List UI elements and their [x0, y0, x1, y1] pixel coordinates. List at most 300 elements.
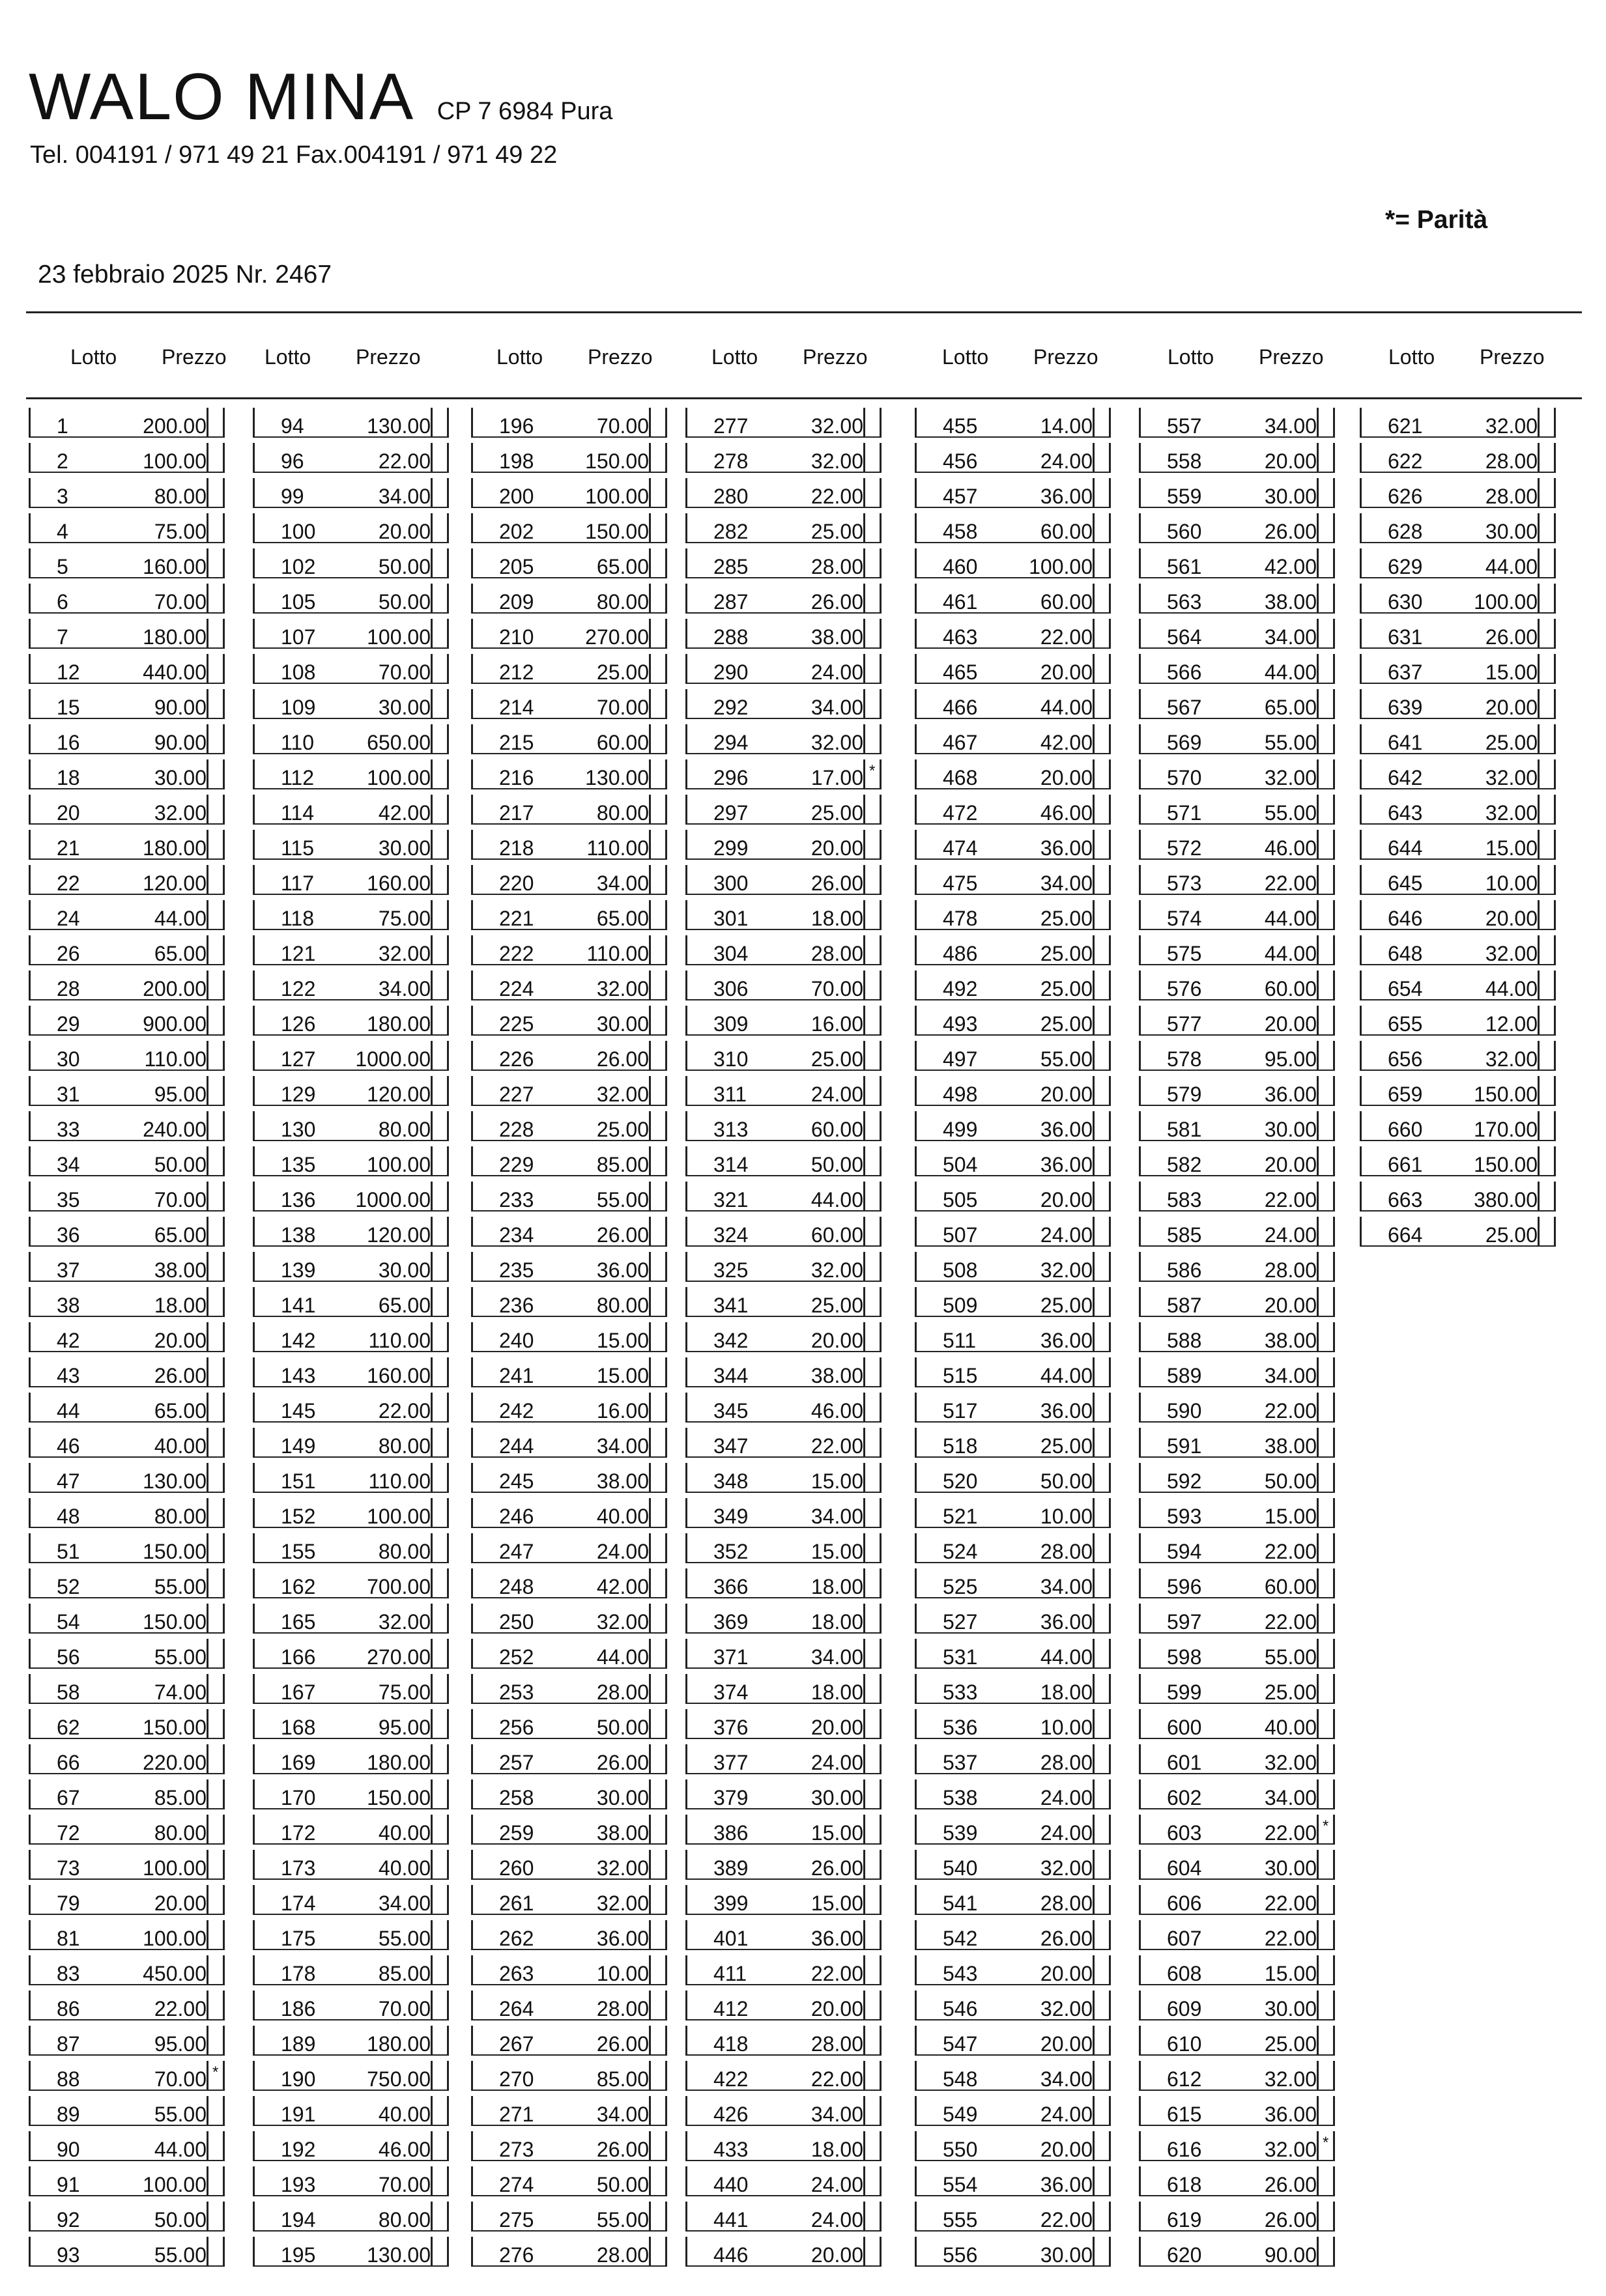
lot-number: 573	[1167, 872, 1202, 895]
table-row	[250, 1041, 455, 1076]
lot-price: 100.00	[367, 625, 431, 649]
row-box	[29, 1252, 225, 1282]
row-box	[29, 1885, 225, 1915]
table-row	[1136, 900, 1341, 935]
lot-number: 56	[57, 1645, 80, 1669]
table-row	[1136, 1779, 1341, 1815]
table-row	[1136, 1463, 1341, 1498]
lot-number: 175	[281, 1927, 316, 1950]
lot-price: 18.00	[154, 1294, 207, 1317]
row-box	[253, 1533, 449, 1563]
table-row	[1136, 2202, 1341, 2237]
lot-price: 55.00	[1264, 731, 1317, 754]
lot-number: 152	[281, 1505, 316, 1528]
table-row	[26, 1850, 231, 1885]
lot-number: 610	[1167, 2032, 1202, 2056]
table-row	[468, 1991, 673, 2026]
lot-price: 30.00	[1485, 520, 1538, 543]
lot-price: 18.00	[810, 1680, 863, 1704]
table-row	[26, 2131, 231, 2166]
table-row	[250, 1217, 455, 1252]
row-box	[29, 759, 225, 789]
lot-number: 604	[1167, 1856, 1202, 1880]
table-row	[1136, 619, 1341, 654]
lot-price: 28.00	[1040, 1892, 1093, 1915]
lot-number: 661	[1388, 1153, 1423, 1176]
lot-price: 450.00	[143, 1962, 207, 1985]
lot-column	[26, 408, 231, 2272]
lot-number: 342	[713, 1329, 749, 1352]
parity-marker: *	[212, 2063, 219, 2081]
row-box	[253, 759, 449, 789]
lot-price: 44.00	[1264, 907, 1317, 930]
row-box	[915, 1006, 1111, 1036]
table-row	[250, 1920, 455, 1955]
lot-number: 547	[943, 2032, 978, 2056]
lot-price: 50.00	[378, 555, 431, 578]
row-box	[1139, 1568, 1335, 1598]
lot-price: 22.00	[378, 1399, 431, 1423]
row-box	[685, 548, 882, 578]
lot-price: 24.00	[1040, 1786, 1093, 1809]
lot-number: 130	[281, 1118, 316, 1141]
table-row	[912, 513, 1117, 548]
lot-number: 196	[499, 414, 534, 438]
row-box	[471, 1393, 667, 1423]
lot-price: 18.00	[810, 907, 863, 930]
row-box	[29, 830, 225, 860]
row-box	[685, 1217, 882, 1247]
row-box	[685, 2061, 882, 2091]
lot-price: 34.00	[810, 2103, 863, 2126]
row-box	[471, 1779, 667, 1809]
row-box	[29, 654, 225, 684]
table-row	[26, 795, 231, 830]
row-box	[685, 1533, 882, 1563]
row-box	[1360, 619, 1556, 649]
row-box	[29, 2096, 225, 2126]
row-box	[471, 1533, 667, 1563]
lot-price: 40.00	[154, 1434, 207, 1458]
lot-price: 44.00	[154, 907, 207, 930]
table-row	[1136, 830, 1341, 865]
lot-price: 26.00	[1040, 1927, 1093, 1950]
lot-price: 36.00	[1264, 2103, 1317, 2126]
lot-number: 259	[499, 1821, 534, 1845]
lot-price: 26.00	[596, 2032, 649, 2056]
lot-number: 193	[281, 2173, 316, 2196]
table-row	[1136, 1076, 1341, 1111]
lot-number: 458	[943, 520, 978, 543]
table-row	[250, 971, 455, 1006]
row-box	[1139, 1920, 1335, 1950]
row-box	[29, 935, 225, 965]
row-box	[1139, 1604, 1335, 1634]
lot-price: 70.00	[154, 590, 207, 614]
lot-number: 515	[943, 1364, 978, 1387]
lot-price: 100.00	[143, 1927, 207, 1950]
table-row	[912, 759, 1117, 795]
table-row	[250, 1428, 455, 1463]
lot-price: 100.00	[143, 1856, 207, 1880]
lot-number: 593	[1167, 1505, 1202, 1528]
table-row	[250, 584, 455, 619]
lot-number: 221	[499, 907, 534, 930]
row-box	[253, 1111, 449, 1141]
row-box	[1139, 408, 1335, 438]
table-row	[912, 1779, 1117, 1815]
header-divider	[26, 397, 1582, 399]
row-box	[915, 2166, 1111, 2196]
lot-number: 92	[57, 2208, 80, 2232]
lot-number: 225	[499, 1012, 534, 1036]
row-box	[1139, 1322, 1335, 1352]
table-row	[26, 1041, 231, 1076]
lot-price: 130.00	[367, 2243, 431, 2267]
row-box	[253, 2131, 449, 2161]
row-box	[915, 1357, 1111, 1387]
lot-number: 309	[713, 1012, 749, 1036]
lot-number: 440	[713, 2173, 749, 2196]
lot-number: 250	[499, 1610, 534, 1634]
row-box	[29, 2202, 225, 2232]
table-row	[1136, 1287, 1341, 1322]
row-box	[685, 1955, 882, 1985]
lot-price: 25.00	[596, 1118, 649, 1141]
row-box	[253, 2026, 449, 2056]
table-row	[683, 971, 887, 1006]
lot-price: 20.00	[1485, 907, 1538, 930]
lot-price: 10.00	[1040, 1716, 1093, 1739]
lot-price: 80.00	[596, 1294, 649, 1317]
lot-price: 20.00	[378, 520, 431, 543]
lot-number: 44	[57, 1399, 80, 1423]
lot-price: 55.00	[154, 2103, 207, 2126]
table-row	[683, 1533, 887, 1568]
table-row	[250, 1533, 455, 1568]
table-row	[1136, 1393, 1341, 1428]
lot-price: 28.00	[810, 942, 863, 965]
lot-price: 24.00	[1040, 2103, 1093, 2126]
row-box	[1360, 1146, 1556, 1176]
parity-marker: *	[1323, 2134, 1329, 2151]
lot-price: 20.00	[154, 1329, 207, 1352]
row-box	[685, 654, 882, 684]
row-box	[685, 619, 882, 649]
row-box	[29, 1709, 225, 1739]
row-box	[1139, 900, 1335, 930]
lot-price: 24.00	[810, 1083, 863, 1106]
table-row	[250, 1568, 455, 1604]
lot-number: 374	[713, 1680, 749, 1704]
table-row	[683, 1182, 887, 1217]
lot-price: 28.00	[810, 2032, 863, 2056]
lot-price: 55.00	[154, 2243, 207, 2267]
row-box	[29, 1146, 225, 1176]
row-box	[29, 1955, 225, 1985]
lot-number: 280	[713, 485, 749, 508]
table-row	[468, 795, 673, 830]
lot-number: 33	[57, 1118, 80, 1141]
lot-number: 418	[713, 2032, 749, 2056]
table-row	[1357, 935, 1562, 971]
lot-price: 20.00	[1485, 696, 1538, 719]
row-box	[1360, 1041, 1556, 1071]
table-row	[468, 443, 673, 478]
lot-number: 463	[943, 625, 978, 649]
table-row	[1136, 865, 1341, 900]
table-row	[683, 2166, 887, 2202]
row-box	[29, 1393, 225, 1423]
lot-number: 321	[713, 1188, 749, 1212]
lot-price: 180.00	[143, 625, 207, 649]
table-row	[912, 1955, 1117, 1991]
lot-price: 38.00	[810, 625, 863, 649]
lot-number: 216	[499, 766, 534, 789]
row-box	[685, 689, 882, 719]
lot-number: 273	[499, 2138, 534, 2161]
table-row	[1136, 1604, 1341, 1639]
row-box	[471, 900, 667, 930]
lot-number: 606	[1167, 1892, 1202, 1915]
row-box	[29, 1991, 225, 2020]
table-row	[683, 619, 887, 654]
lot-number: 422	[713, 2067, 749, 2091]
table-row	[912, 1041, 1117, 1076]
row-box	[1360, 1217, 1556, 1247]
lot-price: 95.00	[378, 1716, 431, 1739]
lot-price: 14.00	[1040, 414, 1093, 438]
lot-price: 50.00	[154, 2208, 207, 2232]
lot-price: 15.00	[1264, 1962, 1317, 1985]
lot-number: 145	[281, 1399, 316, 1423]
row-box	[1360, 830, 1556, 860]
row-box	[253, 1744, 449, 1774]
row-box	[471, 1428, 667, 1458]
lot-number: 18	[57, 766, 80, 789]
lot-number: 371	[713, 1645, 749, 1669]
lot-number: 560	[1167, 520, 1202, 543]
lot-number: 227	[499, 1083, 534, 1106]
table-row	[912, 935, 1117, 971]
lot-price: 22.00	[154, 1997, 207, 2020]
lot-price: 44.00	[1040, 1364, 1093, 1387]
lot-price: 32.00	[810, 449, 863, 473]
lot-price: 20.00	[810, 1716, 863, 1739]
row-box	[685, 1850, 882, 1880]
lot-number: 47	[57, 1469, 80, 1493]
row-box	[1139, 2202, 1335, 2232]
lot-column	[912, 408, 1117, 2272]
row-box	[471, 724, 667, 754]
table-row	[683, 935, 887, 971]
row-box	[1360, 759, 1556, 789]
lot-number: 162	[281, 1575, 316, 1598]
lot-number: 5	[57, 555, 68, 578]
table-row	[1136, 1182, 1341, 1217]
table-row	[1357, 584, 1562, 619]
table-row	[1357, 1182, 1562, 1217]
table-row	[26, 724, 231, 759]
table-row	[912, 1006, 1117, 1041]
row-box	[471, 2061, 667, 2091]
row-box	[471, 408, 667, 438]
table-row	[683, 2131, 887, 2166]
table-row	[26, 935, 231, 971]
table-row	[250, 2096, 455, 2131]
lot-number: 178	[281, 1962, 316, 1985]
table-row	[468, 1920, 673, 1955]
lot-price: 16.00	[810, 1012, 863, 1036]
lot-number: 486	[943, 942, 978, 965]
lot-number: 352	[713, 1540, 749, 1563]
row-box	[29, 1076, 225, 1106]
row-box	[253, 1850, 449, 1880]
row-box	[915, 900, 1111, 930]
lot-price: 22.00	[1264, 1399, 1317, 1423]
row-box	[29, 971, 225, 1000]
lot-number: 200	[499, 485, 534, 508]
table-row	[683, 1920, 887, 1955]
table-row	[1136, 2096, 1341, 2131]
table-row	[683, 1779, 887, 1815]
lot-number: 655	[1388, 1012, 1423, 1036]
lot-price: 270.00	[367, 1645, 431, 1669]
lot-price: 100.00	[585, 485, 649, 508]
table-row	[26, 619, 231, 654]
row-box	[1139, 724, 1335, 754]
lot-price: 28.00	[1485, 449, 1538, 473]
lot-number: 58	[57, 1680, 80, 1704]
lot-number: 592	[1167, 1469, 1202, 1493]
lot-price: 20.00	[1040, 1962, 1093, 1985]
row-box	[685, 900, 882, 930]
parity-marker: *	[1323, 1817, 1329, 1835]
lot-number: 212	[499, 660, 534, 684]
lot-number: 222	[499, 942, 534, 965]
lot-price: 74.00	[154, 1680, 207, 1704]
lot-number: 252	[499, 1645, 534, 1669]
row-box	[915, 1885, 1111, 1915]
lot-price: 34.00	[378, 1892, 431, 1915]
row-box	[1139, 1815, 1335, 1845]
lot-price: 36.00	[1040, 1153, 1093, 1176]
lot-number: 345	[713, 1399, 749, 1423]
lot-number: 270	[499, 2067, 534, 2091]
row-box	[471, 1463, 667, 1493]
table-row	[1357, 971, 1562, 1006]
lot-price: 80.00	[596, 801, 649, 825]
lot-number: 645	[1388, 872, 1423, 895]
lot-number: 507	[943, 1223, 978, 1247]
table-row	[683, 1006, 887, 1041]
table-row	[26, 478, 231, 513]
table-row	[1136, 513, 1341, 548]
row-box	[471, 1182, 667, 1212]
table-row	[683, 1498, 887, 1533]
table-row	[912, 1146, 1117, 1182]
row-box	[471, 1287, 667, 1317]
row-box	[1139, 1111, 1335, 1141]
lot-number: 127	[281, 1047, 316, 1071]
lot-number: 590	[1167, 1399, 1202, 1423]
lot-price: 20.00	[1264, 449, 1317, 473]
lot-number: 22	[57, 872, 80, 895]
row-box	[471, 759, 667, 789]
lot-price: 15.00	[810, 1892, 863, 1915]
lot-price: 180.00	[367, 1012, 431, 1036]
lot-price: 36.00	[596, 1927, 649, 1950]
table-row	[683, 1568, 887, 1604]
lot-number: 121	[281, 942, 316, 965]
lot-number: 619	[1167, 2208, 1202, 2232]
lot-number: 581	[1167, 1118, 1202, 1141]
table-row	[26, 584, 231, 619]
lot-number: 556	[943, 2243, 978, 2267]
lot-number: 582	[1167, 1153, 1202, 1176]
row-box	[471, 2166, 667, 2196]
lot-number: 129	[281, 1083, 316, 1106]
lot-number: 639	[1388, 696, 1423, 719]
row-box	[1360, 443, 1556, 473]
lot-price: 26.00	[596, 1751, 649, 1774]
lot-price: 44.00	[1485, 977, 1538, 1000]
table-row	[912, 548, 1117, 584]
table-row	[468, 1428, 673, 1463]
table-row	[912, 1639, 1117, 1674]
lot-price: 20.00	[810, 836, 863, 860]
row-box	[685, 1428, 882, 1458]
lot-price: 150.00	[367, 1786, 431, 1809]
lot-price: 26.00	[596, 1047, 649, 1071]
lot-number: 138	[281, 1223, 316, 1247]
row-box	[915, 654, 1111, 684]
row-box	[471, 795, 667, 825]
lot-price: 120.00	[367, 1223, 431, 1247]
row-box	[253, 2166, 449, 2196]
row-box	[471, 584, 667, 614]
table-row	[468, 584, 673, 619]
row-box	[29, 1815, 225, 1845]
row-box	[253, 654, 449, 684]
table-row	[26, 2026, 231, 2061]
table-row	[1357, 478, 1562, 513]
lot-number: 509	[943, 1294, 978, 1317]
lot-number: 591	[1167, 1434, 1202, 1458]
table-row	[683, 865, 887, 900]
row-box	[915, 548, 1111, 578]
table-row	[250, 478, 455, 513]
lot-number: 300	[713, 872, 749, 895]
row-box	[1139, 2237, 1335, 2267]
lot-number: 261	[499, 1892, 534, 1915]
lot-price: 20.00	[1040, 660, 1093, 684]
lot-number: 54	[57, 1610, 80, 1634]
lot-number: 412	[713, 1997, 749, 2020]
lot-number: 575	[1167, 942, 1202, 965]
lot-price: 55.00	[1040, 1047, 1093, 1071]
table-row	[250, 548, 455, 584]
row-box	[471, 1076, 667, 1106]
row-box	[471, 1217, 667, 1247]
lot-number: 141	[281, 1294, 316, 1317]
lot-price: 70.00	[596, 414, 649, 438]
table-row	[26, 408, 231, 443]
lot-number: 296	[713, 766, 749, 789]
lot-number: 46	[57, 1434, 80, 1458]
row-box	[1139, 1006, 1335, 1036]
table-row	[468, 1182, 673, 1217]
